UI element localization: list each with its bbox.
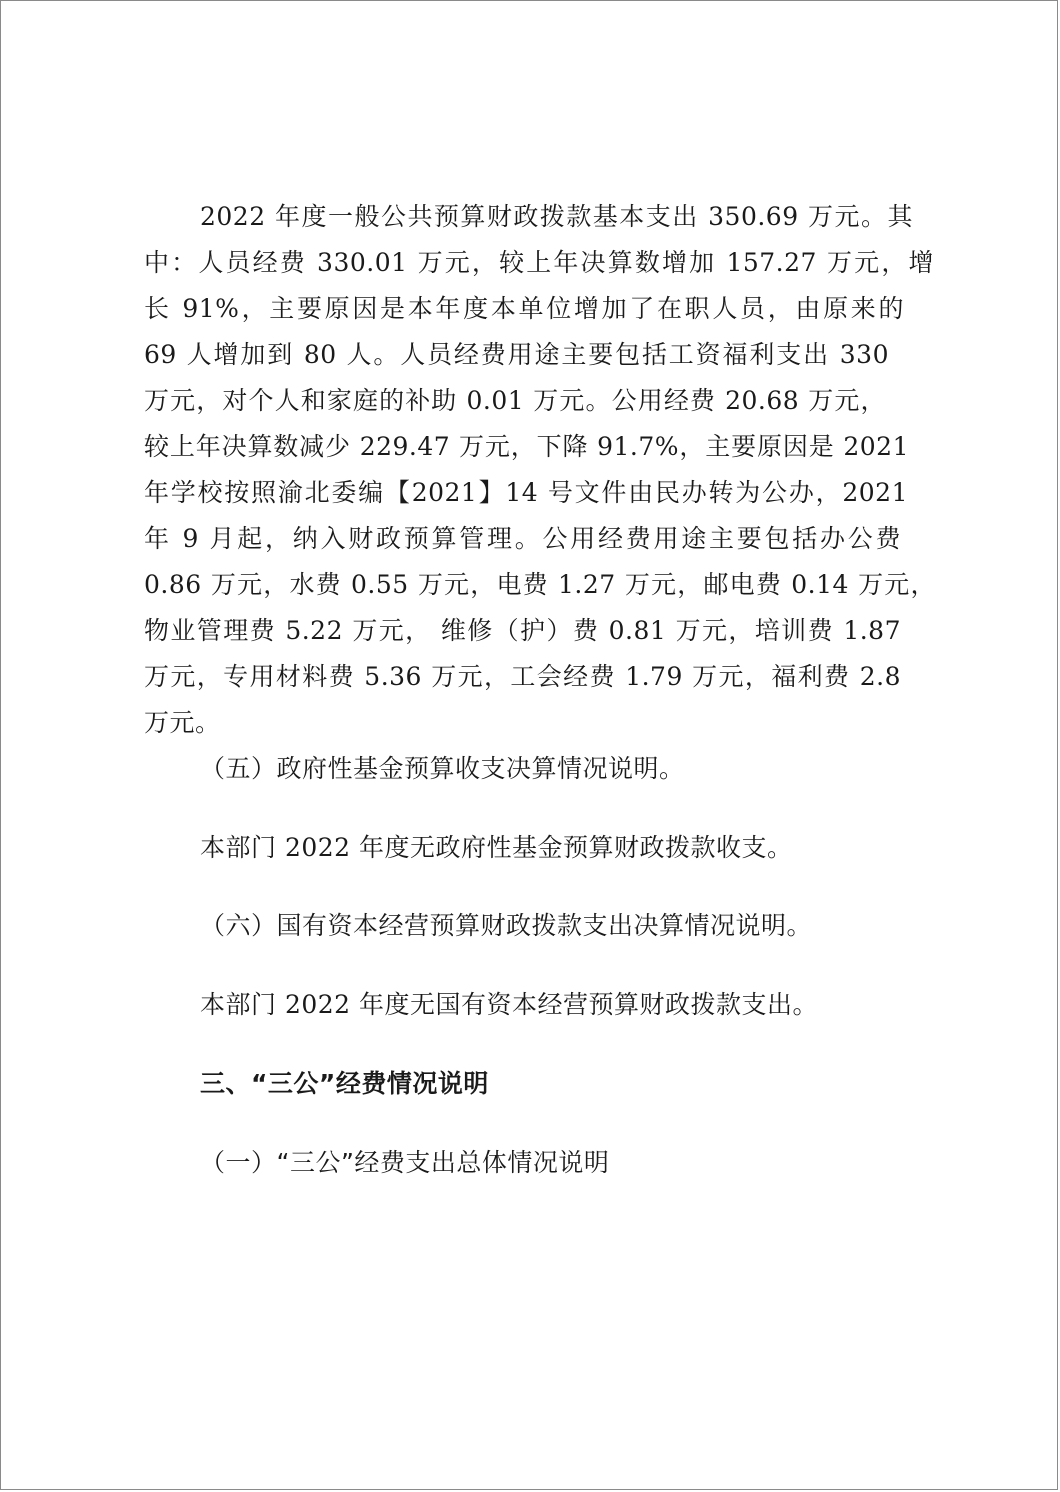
section-title-6: （六）国有资本经营预算财政拨款支出决算情况说明。: [200, 911, 813, 940]
paragraph-line: 中：人员经费 330.01 万元，较上年决算数增加 157.27 万元，增: [144, 248, 934, 277]
paragraph-line: 年学校按照渝北委编【2021】14 号文件由民办转为公办，2021: [144, 478, 908, 507]
paragraph-line: 69 人增加到 80 人。人员经费用途主要包括工资福利支出 330: [144, 340, 889, 369]
paragraph-line: 0.86 万元，水费 0.55 万元，电费 1.27 万元，邮电费 0.14 万元，: [144, 570, 936, 599]
part-subheading-1: （一）“三公”经费支出总体情况说明: [200, 1148, 610, 1177]
section-title-5: （五）政府性基金预算收支决算情况说明。: [200, 754, 685, 783]
part-heading-3: 三、“三公”经费情况说明: [200, 1069, 489, 1098]
section-body-6: 本部门 2022 年度无国有资本经营预算财政拨款支出。: [200, 990, 819, 1019]
paragraph-line: 2022 年度一般公共预算财政拨款基本支出 350.69 万元。其: [200, 202, 913, 231]
paragraph-line: 万元，专用材料费 5.36 万元，工会经费 1.79 万元，福利费 2.8: [144, 662, 901, 691]
paragraph-line: 年 9 月起，纳入财政预算管理。公用经费用途主要包括办公费: [144, 524, 901, 553]
paragraph-line: 长 91%，主要原因是本年度本单位增加了在职人员，由原来的: [144, 294, 904, 323]
paragraph-line: 较上年决算数减少 229.47 万元，下降 91.7%，主要原因是 2021: [144, 432, 909, 461]
paragraph-line: 万元，对个人和家庭的补助 0.01 万元。公用经费 20.68 万元，: [144, 386, 886, 415]
paragraph-line: 物业管理费 5.22 万元， 维修（护）费 0.81 万元，培训费 1.87: [144, 616, 901, 645]
paragraph-line: 万元。: [144, 708, 221, 737]
section-body-5: 本部门 2022 年度无政府性基金预算财政拨款收支。: [200, 833, 793, 862]
